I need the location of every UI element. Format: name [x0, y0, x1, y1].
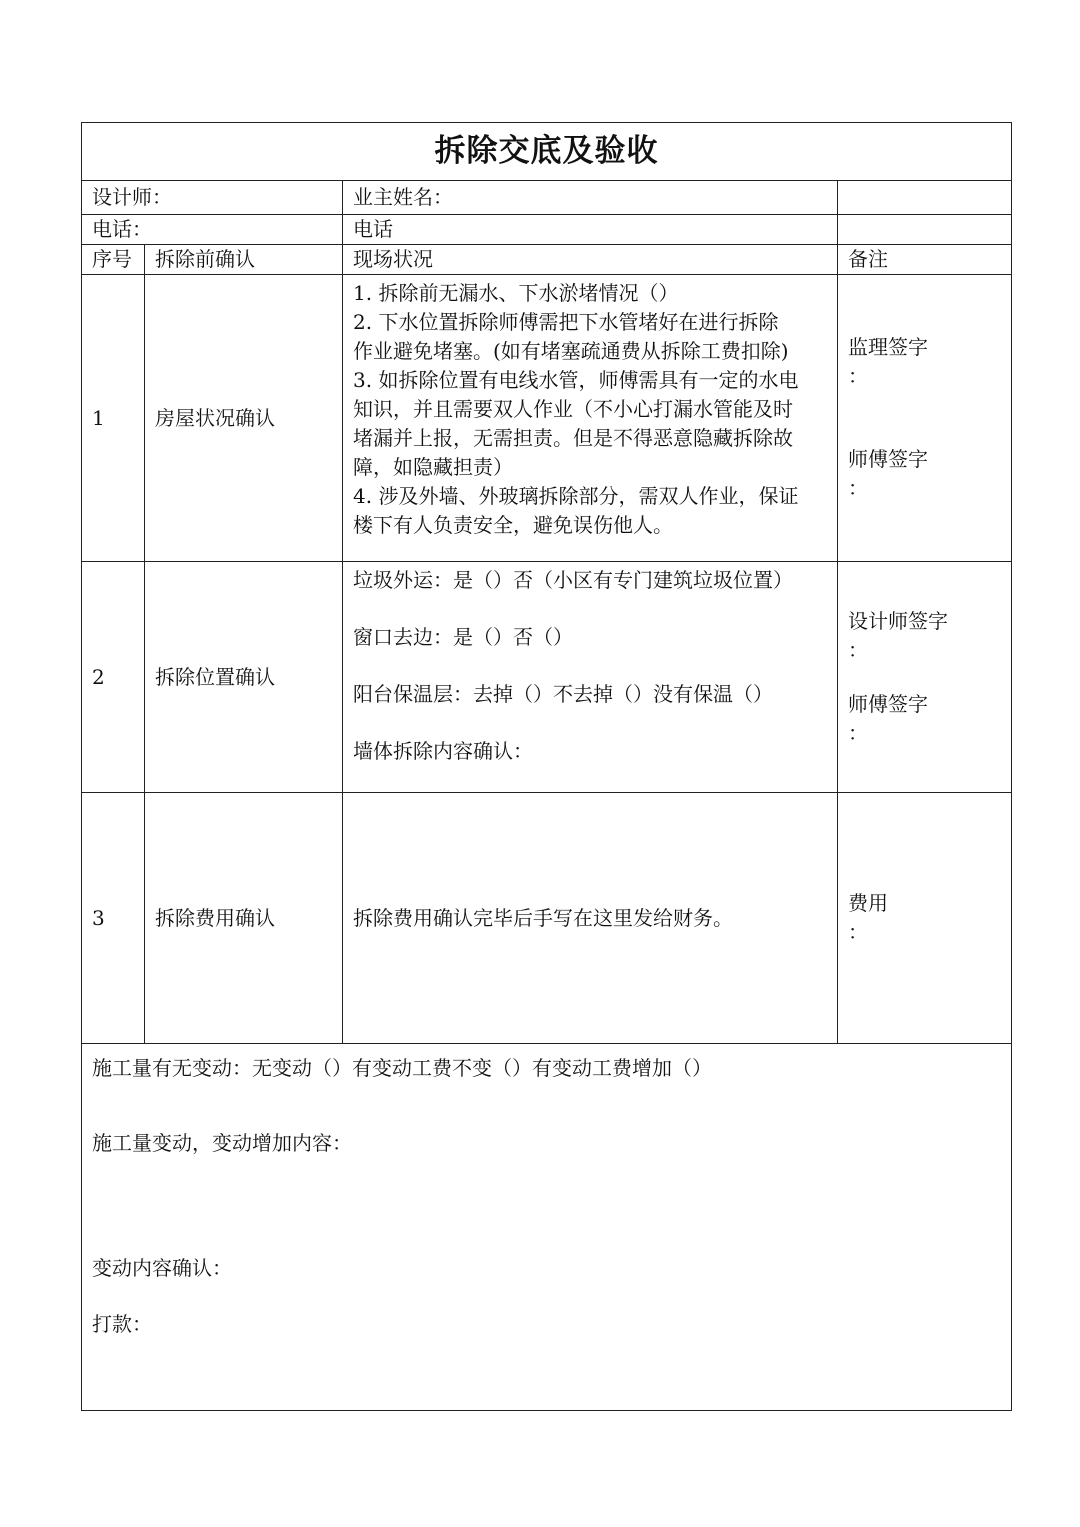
col-header-remarks: 备注	[838, 245, 1012, 275]
change-content-label: 施工量变动，变动增加内容：	[92, 1131, 352, 1155]
signature-colon: ：	[848, 364, 868, 388]
fee-label: 费用	[848, 891, 888, 915]
col-header-site-status: 现场状况	[343, 245, 838, 275]
row-item: 房屋状况确认	[145, 275, 343, 562]
site-line: 阳台保温层：去掉（）不去掉（）没有保温（）	[353, 682, 773, 706]
designer-field[interactable]: 设计师：	[82, 181, 343, 215]
site-line: 4. 涉及外墙、外玻璃拆除部分，需双人作业，保证	[353, 484, 799, 508]
row-remarks[interactable]	[838, 793, 1012, 1044]
payment-label: 打款：	[92, 1312, 152, 1336]
phone-field[interactable]: 电话：	[82, 215, 343, 245]
row-number: 3	[82, 793, 145, 1044]
site-line: 窗口去边：是（）否（）	[353, 625, 573, 649]
site-line: 垃圾外运：是（）否（小区有专门建筑垃圾位置）	[353, 568, 793, 592]
fee-colon: ：	[848, 920, 868, 944]
signature-colon: ：	[848, 476, 868, 500]
signature-colon: ：	[848, 720, 868, 745]
row-number: 1	[82, 275, 145, 562]
site-line: 墙体拆除内容确认：	[353, 739, 533, 763]
table-row	[82, 793, 1012, 1044]
site-line: 堵漏并上报，无需担责。但是不得恶意隐藏拆除故	[353, 426, 793, 450]
owner-extra-cell[interactable]	[838, 181, 1012, 215]
supervisor-signature-label: 监理签字	[848, 335, 928, 359]
form-table	[81, 122, 1012, 1411]
table-row	[82, 275, 1012, 562]
worker-signature-label: 师傅签字	[848, 691, 928, 716]
row-item: 拆除位置确认	[145, 562, 343, 793]
row-item: 拆除费用确认	[145, 793, 343, 1044]
change-section[interactable]	[82, 1044, 1012, 1411]
change-status-line: 施工量有无变动：无变动（）有变动工费不变（）有变动工费增加（）	[92, 1056, 712, 1080]
phone-extra-cell[interactable]	[838, 215, 1012, 245]
site-line: 2. 下水位置拆除师傅需把下水管堵好在进行拆除	[353, 310, 779, 334]
form-title: 拆除交底及验收	[82, 123, 1012, 181]
site-line: 楼下有人负责安全，避免误伤他人。	[353, 513, 673, 537]
col-header-number: 序号	[82, 245, 145, 275]
owner-name-field[interactable]: 业主姓名：	[343, 181, 838, 215]
acceptance-form	[81, 122, 1011, 1400]
designer-signature-label: 设计师签字	[848, 608, 948, 633]
row-remarks[interactable]	[838, 275, 1012, 562]
row-site-status	[343, 562, 838, 793]
row-number: 2	[82, 562, 145, 793]
row-site-status	[343, 275, 838, 562]
site-line: 知识，并且需要双人作业（不小心打漏水管能及时	[353, 397, 793, 421]
change-confirm-label: 变动内容确认：	[92, 1256, 232, 1280]
row-site-status[interactable]: 拆除费用确认完毕后手写在这里发给财务。	[343, 793, 838, 1044]
table-row	[82, 562, 1012, 793]
row-remarks[interactable]	[838, 562, 1012, 793]
col-header-pre-check: 拆除前确认	[145, 245, 343, 275]
site-line: 作业避免堵塞。(如有堵塞疏通费从拆除工费扣除)	[353, 339, 789, 363]
site-line: 障，如隐藏担责）	[353, 455, 513, 479]
site-line: 1. 拆除前无漏水、下水淤堵情况（）	[353, 281, 679, 305]
worker-signature-label: 师傅签字	[848, 447, 928, 471]
owner-phone-field[interactable]: 电话	[343, 215, 838, 245]
site-line: 3. 如拆除位置有电线水管，师傅需具有一定的水电	[353, 368, 799, 392]
signature-colon: ：	[848, 637, 868, 662]
